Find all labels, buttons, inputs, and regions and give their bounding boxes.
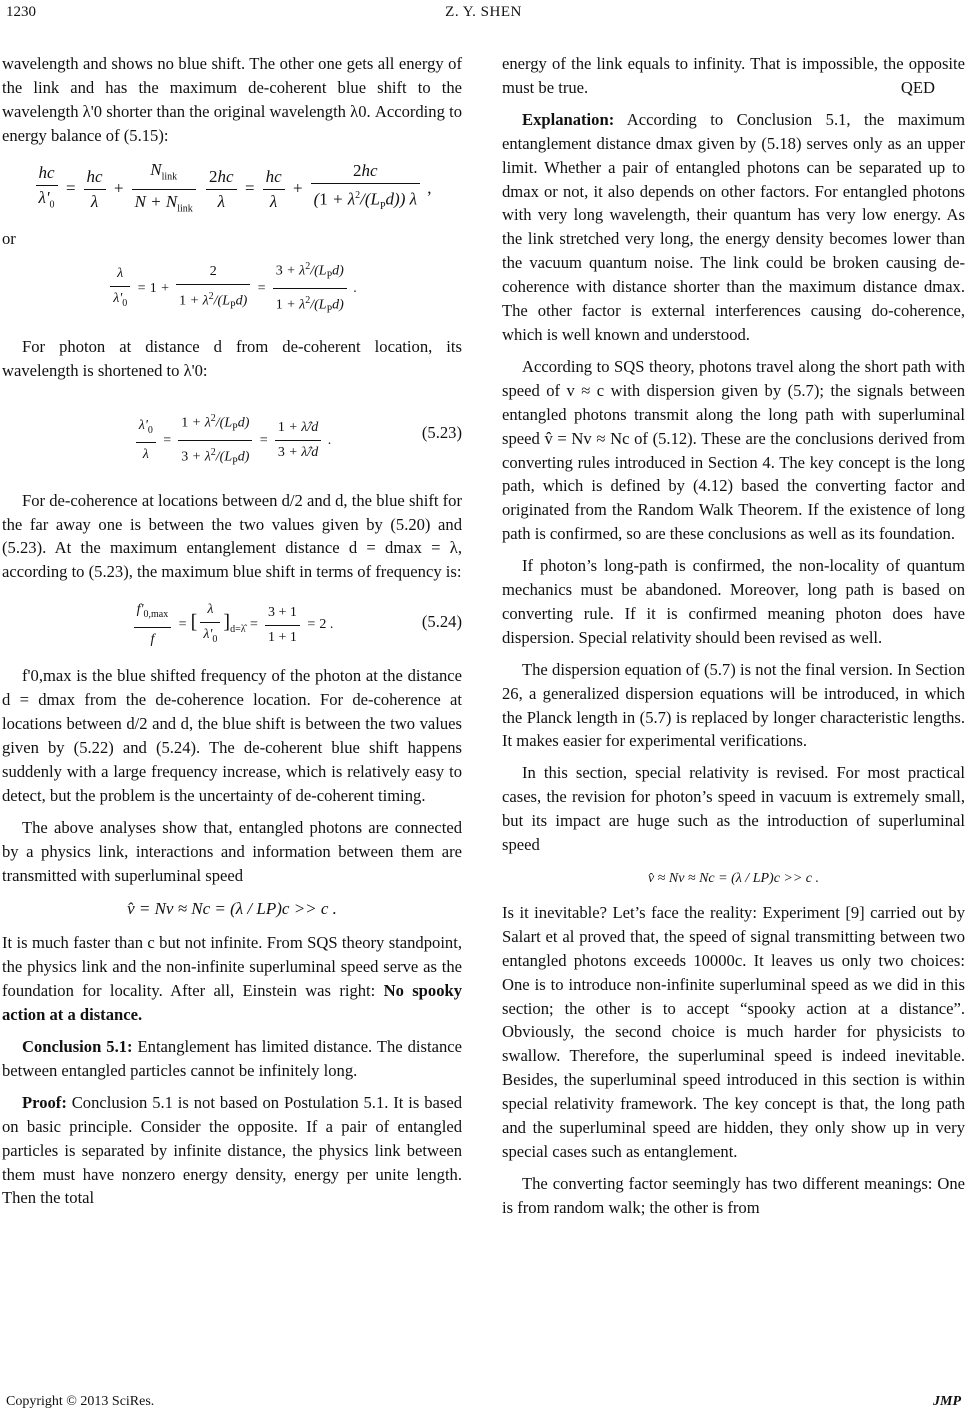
paragraph: The above analyses show that, entangled photons are connected by a physics link, interactions and information between them are transmitted with superluminal speed [2,817,462,885]
explanation-label: Explanation: [522,109,615,129]
page-number: 1230 [6,4,36,20]
paragraph: If photon’s long-path is confirmed, the non-locality of quantum mechanics must be abandoned. Moreover, long path is based on converting rule. If it is confirmed meaning photon does have dispersion. Special relativity should been revised as well. [502,556,965,647]
text-run: It is much faster than c but not infinite. From SQS theory standpoint, the physics link and the non-infinite superluminal speed serve as the foundation for locality. After all, Einstein was right: [2,933,462,1001]
paragraph [2,931,462,1027]
running-author: Z. Y. SHEN [445,4,522,20]
right-column [502,52,965,1220]
proof-text: Conclusion 5.1 is not based on Postulation 5.1. It is based on basic principle. Consider the opposite. If a pair of entangled particles is separated by infinite distance, the physics link between them must have nonzero energy density, energy per unite length. Then the total [2,1092,462,1208]
copyright-notice: Copyright © 2013 SciRes. [6,1394,155,1409]
journal-abbrev: JMP [933,1394,961,1409]
equation-5-23: $\frac{\lambda'_0}{\lambda}$ = $\frac{1 + \lambda^2/(L_Pd)}{3 + \lambda^2/(L_Pd)}$ = $\frac{1 + \lambdâ/d}{3 + \lambdâ/d}$ . (5.23) [2,389,462,479]
page-header [6,4,961,26]
text-run: energy of the link equals to infinity. That is impossible, the opposite must be true. [502,54,965,97]
paragraph [502,52,965,100]
paragraph: According to SQS theory, photons travel along the short path with speed of v ≈ c with dispersion given by (5.7); the signals between entangled photons transmit along the long path with superluminal speed v̂ = Nv ≈ Nc of (5.12). These are the conclusions derived from converting rules introduced in Section 4. The key concept is the long path, which is defined by (4.12) based the converting factor and originated from the Random Walk Theorem. If the existence of long path is confirmed, so are these conclusions as well as its foundation. [502,356,965,544]
paragraph: wavelength and shows no blue shift. The other one gets all energy of the link and has the maximum de-coherent blue shift to the wavelength λ'0 shorter than the original wavelength λ0. According to energy balance of (5.15): [2,54,462,145]
left-column [2,52,462,1210]
equation-number: (5.23) [421,422,462,442]
equation-wavelength-ratio: $\frac{\lambda}{\lambda'_0}$ = 1 + $\frac{2}{1 + \lambda^2/(L_Pd)}$ = $\frac{3 + \lambda^2/(L_Pd)}{1 + \lambda^2/(L_Pd)}$ . [2,255,462,323]
conclusion-text: Entanglement has limited distance. The distance between entangled particles cannot be infinitely long. [2,1036,462,1080]
proof-label: Proof: [22,1092,67,1112]
paragraph: Is it inevitable? Let’s face the reality: Experiment [9] carried out by Salart et al proved that, the speed of signal transmitting between two entangled photons exceeds 10000c. It leaves us only two choices: One is to introduce non-infinite superluminal speed as we did in this section; the other is to accept “spooky action at a distance”. Obviously, the second choice is much harder for physicists to swallow. Therefore, the superluminal speed is indeed inevitable. Besides, the superluminal speed introduced in this section is within special relativity framework. The key concept is that, the long path and the superluminal speed are hidden, they only show up in very special cases such as entanglement. [502,902,965,1161]
equation-superluminal-speed: v̂ ≈ Nv ≈ Nc = (λ / LP)c >> c . [647,871,820,886]
conclusion-label: Conclusion 5.1: [22,1036,133,1056]
equation-energy-balance: $\frac{hc}{\lambda'_0}$ = $\frac{hc}{\lambda}$ + $\frac{N_{link}}{N + N_{link}}$ $\frac{2hc}{\lambda}$ = $\frac{hc}{\lambda}$ + $\frac{2hc}{(1 + \lambda^2/(L_Pd)) \lambda}$ , [2,158,462,222]
explanation-text: According to Conclusion 5.1, the maximum entanglement distance dmax given by (5.18) serves only as an upper limit. Whether a pair of entangled photons can be separated up to dmax or not, it also depends on other factors. For entangled photons with very long wavelength, their quantum has very low energy. As the link stretched very long, the energy density becomes lower than the vacuum quantum noise. The link could be broken causing de-coherence with distance shorter than the maximum distance dmax. The other factor is external interferences causing do-coherence, which is well known and understood. [502,109,965,344]
conclusion-paragraph [2,1035,462,1083]
paragraph: In this section, special relativity is revised. For most practical cases, the revision for photon’s speed in vacuum is extremely small, but its impact are huge such as the introduction of superluminal speed [502,763,965,855]
bold-statement: No spooky action at a distance. [2,981,463,1025]
paragraph-or: or [2,229,16,249]
paragraph: The converting factor seemingly has two different meanings: One is from random walk; the other is from [502,1173,965,1217]
qed-mark: QED [900,77,935,97]
paragraph: For de-coherence at locations between d/2 and d, the blue shift for the far away one is between the two values given by (5.20) and (5.23). At the maximum entanglement distance d = dmax = λ, according to (5.23), the maximum blue shift in terms of frequency is: [2,490,462,582]
equation-number: (5.24) [421,612,462,632]
equation-superluminal-speed: v̂ = Nv ≈ Nc = (λ / LP)c >> c . [127,899,337,919]
proof-paragraph [2,1091,462,1211]
equation-5-24: $\frac{f'_{0,max}}{f}$ = [ $\frac{\lambda}{\lambda'_0}$ ]$_{d=\lambdâ}$ = $\frac{3 + 1}{1 + 1}$ = 2 . (5.24) [2,590,462,656]
explanation-paragraph [502,108,965,347]
paragraph: The dispersion equation of (5.7) is not the final version. In Section 26, a generalized dispersion equations will be introduced, in which the Planck length in (5.7) is replaced by longer characteristic lengths. It makes easier for experimental verifications. [502,659,965,751]
paragraph: For photon at distance d from de-coherent location, its wavelength is shortened to λ'0: [2,336,462,380]
paragraph: f'0,max is the blue shifted frequency of the photon at the distance d = dmax from the de-coherence location. For de-coherence at locations between d/2 and d, the blue shift is between the two values given by (5.22) and (5.24). The de-coherent blue shift happens suddenly with a large frequency increase, which is relatively easy to detect, but the problem is the uncertainty of de-coherent timing. [2,666,462,805]
